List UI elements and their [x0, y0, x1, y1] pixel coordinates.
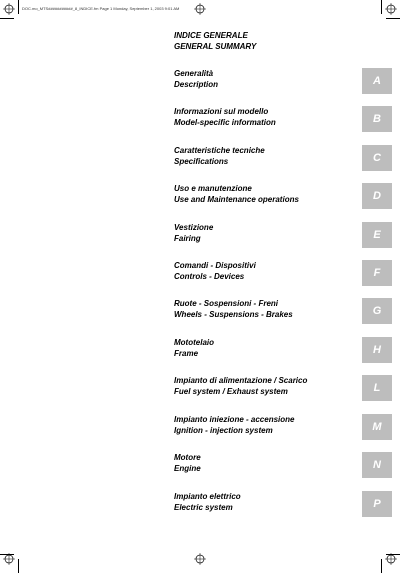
entry-label-english: Description: [174, 80, 219, 89]
section-tab-l[interactable]: L: [362, 375, 392, 401]
registration-crosshair-icon: [194, 553, 206, 565]
entry-label-italian: Ruote - Sospensioni - Freni: [174, 299, 279, 308]
crop-mark: [0, 18, 14, 19]
section-tab-h[interactable]: H: [362, 337, 392, 363]
section-tab-c[interactable]: C: [362, 145, 392, 171]
entry-label-italian: Informazioni sul modello: [174, 107, 269, 116]
entry-label-english: Model-specific information: [174, 118, 276, 127]
registration-crosshair-icon: [3, 553, 15, 565]
section-tab-n[interactable]: N: [362, 452, 392, 478]
section-tab-g[interactable]: G: [362, 298, 392, 324]
crop-mark: [18, 559, 19, 573]
registration-crosshair-icon: [385, 553, 397, 565]
entry-label-english: Fairing: [174, 234, 201, 243]
section-tab-d[interactable]: D: [362, 183, 392, 209]
entry-label-italian: Vestizione: [174, 223, 214, 232]
section-tab-a[interactable]: A: [362, 68, 392, 94]
index-entry-g[interactable]: [174, 298, 293, 320]
index-heading: [174, 30, 256, 52]
registration-crosshair-icon: [194, 3, 206, 15]
entry-label-italian: Impianto di alimentazione / Scarico: [174, 376, 308, 385]
section-tab-e[interactable]: E: [362, 222, 392, 248]
entry-label-english: Frame: [174, 349, 199, 358]
entry-label-italian: Comandi - Dispositivi: [174, 261, 256, 270]
crop-mark: [381, 0, 382, 14]
index-entry-p[interactable]: [174, 491, 241, 513]
entry-label-italian: Uso e manutenzione: [174, 184, 252, 193]
index-entry-m[interactable]: [174, 414, 294, 436]
entry-label-italian: Mototelaio: [174, 338, 214, 347]
index-entry-c[interactable]: [174, 145, 265, 167]
crop-mark: [0, 554, 14, 555]
entry-label-italian: Impianto elettrico: [174, 492, 241, 501]
index-title-italian: INDICE GENERALE: [174, 31, 248, 40]
index-entry-l[interactable]: [174, 375, 307, 397]
index-entry-e[interactable]: [174, 222, 213, 244]
section-tab-f[interactable]: F: [362, 260, 392, 286]
entry-label-english: Wheels - Suspensions - Brakes: [174, 310, 293, 319]
entry-label-english: Use and Maintenance operations: [174, 195, 299, 204]
entry-label-english: Fuel system / Exhaust system: [174, 387, 288, 396]
section-tab-p[interactable]: P: [362, 491, 392, 517]
crop-mark: [386, 18, 400, 19]
index-entry-b[interactable]: [174, 106, 276, 128]
entry-label-english: Ignition - injection system: [174, 426, 273, 435]
entry-label-italian: Caratteristiche tecniche: [174, 146, 265, 155]
entry-label-italian: Motore: [174, 453, 201, 462]
index-entry-f[interactable]: [174, 260, 256, 282]
index-entry-h[interactable]: [174, 337, 214, 359]
entry-label-english: Engine: [174, 464, 201, 473]
index-entry-n[interactable]: [174, 452, 201, 474]
index-title-english: GENERAL SUMMARY: [174, 42, 257, 51]
entry-label-italian: Impianto iniezione - accensione: [174, 415, 295, 424]
section-tab-b[interactable]: B: [362, 106, 392, 132]
registration-crosshair-icon: [385, 3, 397, 15]
entry-label-english: Specifications: [174, 157, 229, 166]
crop-mark: [386, 554, 400, 555]
print-slug: DOC.mo_MTS###########_8_INDICE.fm Page 1 Monday, September 1, 2003 9:01 AM: [22, 6, 180, 11]
index-entry-a[interactable]: [174, 68, 218, 90]
crop-mark: [381, 559, 382, 573]
entry-label-english: Controls - Devices: [174, 272, 245, 281]
registration-crosshair-icon: [3, 3, 15, 15]
entry-label-english: Electric system: [174, 503, 233, 512]
section-tab-m[interactable]: M: [362, 414, 392, 440]
index-entry-d[interactable]: [174, 183, 299, 205]
entry-label-italian: Generalità: [174, 69, 214, 78]
crop-mark: [18, 0, 19, 14]
